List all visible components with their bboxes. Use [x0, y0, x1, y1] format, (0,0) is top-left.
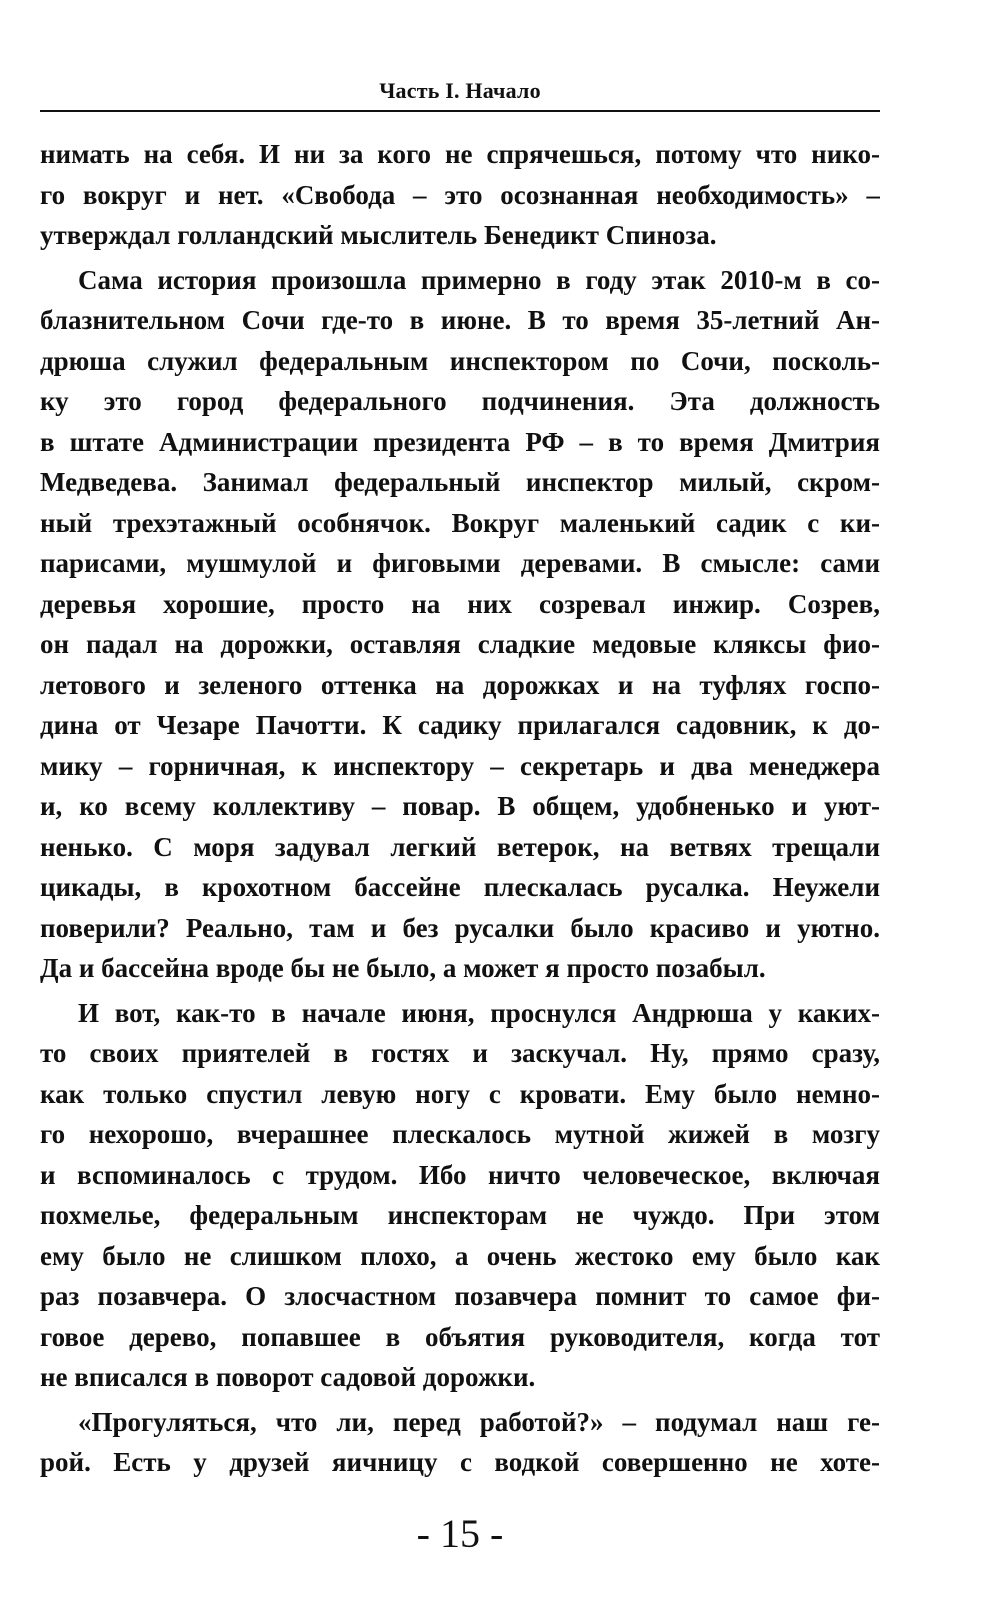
- text-line: «Прогуляться, что ли, перед работой?» – подумал наш ге-: [78, 1406, 880, 1437]
- text-line: летового и зеленого оттенка на дорожках и на туфлях госпо-: [40, 669, 880, 700]
- text-line: Медведева. Занимал федеральный инспектор милый, скром-: [40, 467, 880, 497]
- text-line: в штате Администрации президента РФ – в то время Дмитрия: [40, 426, 880, 457]
- text-line: рой. Есть у друзей яичницу с водкой совершенно не хоте-: [40, 1447, 880, 1477]
- text-line: ненько. С моря задувал легкий ветерок, на ветвях трещали: [40, 831, 880, 862]
- header-rule: [40, 110, 880, 112]
- text-line: парисами, мушмулой и фиговыми деревами. В смысле: сами: [40, 548, 880, 578]
- text-line: дина от Чезаре Пачотти. К садику прилагался садовник, к до-: [40, 710, 880, 740]
- text-line: деревья хорошие, просто на них созревал инжир. Созрев,: [40, 588, 880, 619]
- text-line: поверили? Реально, там и без русалки было красиво и уютно.: [40, 912, 880, 943]
- text-line: ный трехэтажный особнячок. Вокруг маленький садик с ки-: [40, 507, 880, 538]
- running-header: Часть I. Начало: [379, 78, 541, 103]
- text-line: Сама история произошла примерно в году этак 2010-м в со-: [78, 264, 880, 295]
- text-line: и, ко всему коллективу – повар. В общем, удобненько и уют-: [40, 791, 880, 821]
- text-body: [40, 134, 880, 1483]
- text-line: И вот, как-то в начале июня, проснулся Андрюша у каких-: [78, 997, 880, 1028]
- text-line: го нехорошо, вчерашнее плескалось мутной жижей в мозгу: [40, 1119, 880, 1149]
- text-line: похмелье, федеральным инспекторам не чуждо. При этом: [40, 1200, 880, 1230]
- text-line: то своих приятелей в гостях и заскучал. Ну, прямо сразу,: [40, 1038, 880, 1068]
- text-line: ку это город федерального подчинения. Эта должность: [40, 386, 880, 416]
- text-line: нимать на себя. И ни за кого не спрячешься, потому что нико-: [40, 139, 880, 169]
- text-line: и вспоминалось с трудом. Ибо ничто человеческое, включая: [40, 1159, 880, 1190]
- text-line: Да и бассейна вроде бы не было, а может я просто позабыл.: [40, 953, 766, 983]
- text-line: не вписался в поворот садовой дорожки.: [40, 1362, 536, 1392]
- text-line: го вокруг и нет. «Свобода – это осознанная необходимость» –: [40, 179, 880, 210]
- text-line: как только спустил левую ногу с кровати. Ему было немно-: [40, 1078, 880, 1109]
- text-line: блазнительном Сочи где-то в июне. В то время 35-летний Ан-: [40, 305, 880, 335]
- text-line: утверждал голландский мыслитель Бенедикт Спиноза.: [40, 220, 717, 250]
- text-line: цикады, в крохотном бассейне плескалась русалка. Неужели: [40, 872, 880, 902]
- text-line: раз позавчера. О злосчастном позавчера помнит то самое фи-: [40, 1281, 880, 1311]
- text-line: мику – горничная, к инспектору – секретарь и два менеджера: [40, 750, 880, 781]
- text-line: дрюша служил федеральным инспектором по Сочи, посколь-: [40, 345, 880, 376]
- page-number: - 15 -: [416, 1511, 504, 1556]
- text-line: ему было не слишком плохо, а очень жестоко ему было как: [40, 1240, 880, 1271]
- text-line: он падал на дорожки, оставляя сладкие медовые кляксы фио-: [40, 629, 880, 659]
- text-line: говое дерево, попавшее в объятия руководителя, когда тот: [40, 1321, 880, 1352]
